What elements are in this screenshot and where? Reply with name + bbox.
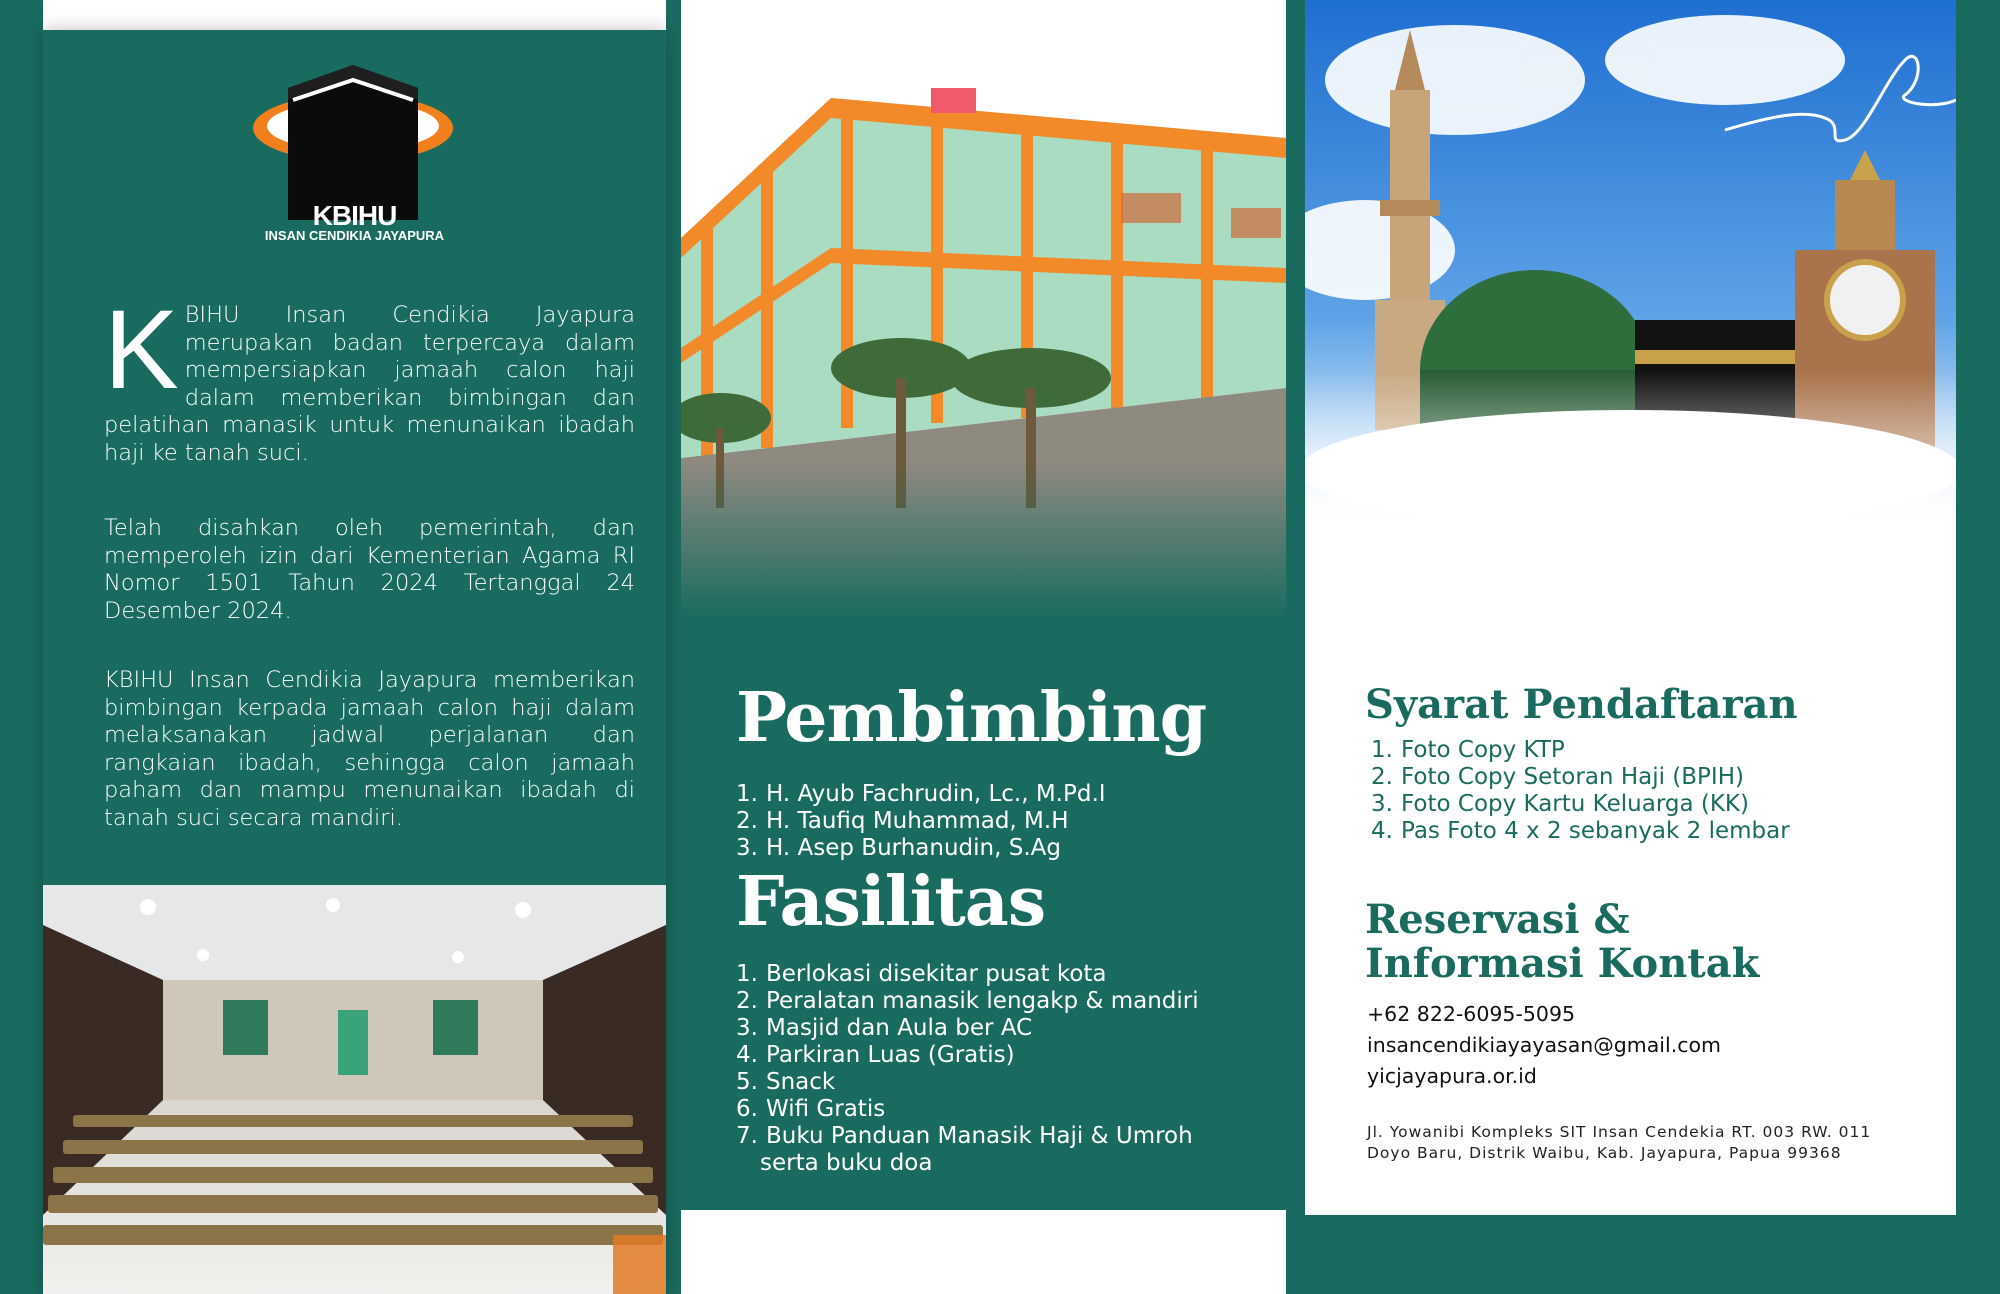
syarat-heading: Syarat Pendaftaran (1365, 681, 1798, 728)
middle-bottom-strip (681, 1210, 1286, 1294)
syarat-list (1371, 737, 1790, 845)
list-item: 1. Foto Copy KTP (1371, 737, 1565, 763)
reservasi-heading: Reservasi & Informasi Kontak (1365, 896, 1760, 987)
pembimbing-heading: Pembimbing (736, 678, 1207, 758)
logo-subtitle: INSAN CENDIKIA JAYAPURA (264, 228, 445, 243)
list-item: 1. Berlokasi disekitar pusat kota (736, 961, 1107, 987)
left-top-strip (43, 0, 666, 30)
list-item: 2. Peralatan manasik lengakp & mandiri (736, 988, 1199, 1014)
intro-paragraph (104, 287, 635, 467)
left-panel (43, 30, 666, 1294)
list-item: 4. Parkiran Luas (Gratis) (736, 1042, 1015, 1068)
list-item: 6. Wifi Gratis (736, 1096, 886, 1122)
list-item: 4. Pas Foto 4 x 2 sebanyak 2 lembar (1371, 818, 1790, 844)
right-panel (1305, 0, 1956, 1215)
hall-photo (43, 885, 666, 1294)
list-item: 2. Foto Copy Setoran Haji (BPIH) (1371, 764, 1744, 790)
list-item: 3. Masjid dan Aula ber AC (736, 1015, 1033, 1041)
website-link[interactable]: yicjayapura.or.id (1367, 1064, 1537, 1088)
mission-paragraph: KBIHU Insan Cendikia Jayapura memberikan bimbingan kerpada jamaah calon haji dalam melaksanakan jadwal perjalanan dan rangkaian ibadah, sehingga calon jamaah paham dan mampu menunaikan ibadah di tanah suci secara mandiri. (104, 667, 635, 831)
list-item: 3. H. Asep Burhanudin, S.Ag (736, 835, 1061, 861)
address: Jl. Yowanibi Kompleks SIT Insan Cendekia RT. 003 RW. 011 Doyo Baru, Distrik Waibu, Kab. Jayapura, Papua 99368 (1367, 1123, 1872, 1162)
middle-top-strip (681, 0, 1286, 58)
building-photo (681, 58, 1286, 618)
list-item: 3. Foto Copy Kartu Keluarga (KK) (1371, 791, 1749, 817)
fasilitas-heading: Fasilitas (736, 862, 1046, 942)
logo-title: KBIHU (312, 200, 397, 231)
legal-paragraph: Telah disahkan oleh pemerintah, dan memperoleh izin dari Kementerian Agama RI Nomor 1501 Tahun 2024 Tertanggal 24 Desember 2024. (104, 515, 635, 624)
drop-cap: K (104, 287, 179, 412)
phone-number[interactable]: +62 822-6095-5095 (1367, 1002, 1576, 1026)
pembimbing-list (736, 781, 1106, 862)
middle-panel (681, 58, 1286, 1210)
list-item: 1. H. Ayub Fachrudin, Lc., M.Pd.I (736, 781, 1106, 807)
list-item: 7. Buku Panduan Manasik Haji & Umroh (736, 1123, 1193, 1149)
fasilitas-list (736, 961, 1199, 1177)
intro-paragraph-text: BIHU Insan Cendikia Jayapura merupakan badan terpercaya dalam mempersiapkan jamaah calon haji dalam memberikan bimbingan dan pelatihan manasik untuk menunaikan ibadah haji ke tanah suci. (104, 302, 635, 466)
list-item-continuation: serta buku doa (760, 1150, 933, 1176)
email-address[interactable]: insancendikiayayasan@gmail.com (1367, 1033, 1721, 1057)
mecca-photo (1305, 0, 1956, 530)
list-item: 5. Snack (736, 1069, 836, 1095)
list-item: 2. H. Taufiq Muhammad, M.H (736, 808, 1069, 834)
